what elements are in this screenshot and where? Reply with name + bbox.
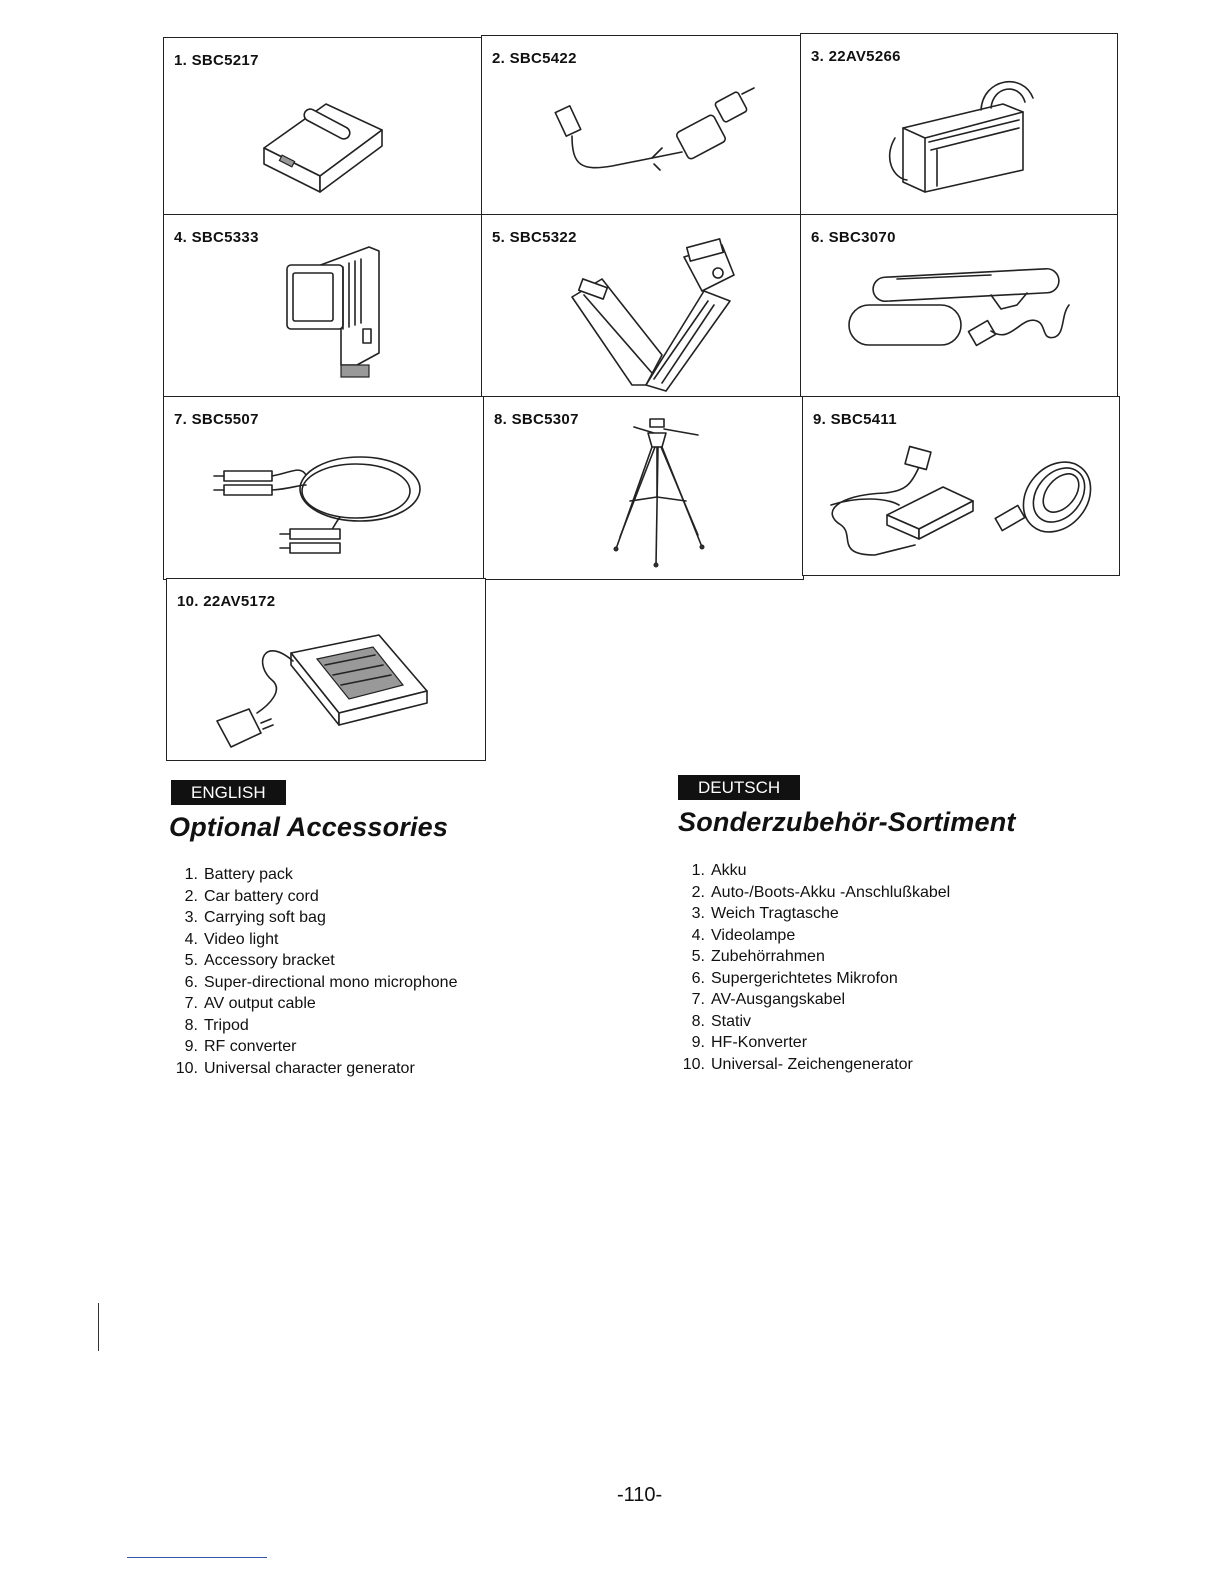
soft-bag-icon	[873, 68, 1053, 203]
list-item: 4. Video light	[184, 930, 279, 948]
language-tag-english: ENGLISH	[171, 780, 286, 805]
list-item: 10. Universal character generator	[175, 1059, 415, 1077]
accessory-label: 8. SBC5307	[494, 411, 579, 428]
accessory-list-deutsch	[675, 860, 950, 1075]
accessory-cell-8	[483, 396, 804, 580]
list-item: 3. Carrying soft bag	[184, 909, 326, 926]
list-item: 3. Weich Tragtasche	[691, 905, 839, 922]
accessory-label: 7. SBC5507	[174, 411, 259, 428]
battery-pack-icon	[254, 96, 414, 206]
accessory-label: 2. SBC5422	[492, 50, 577, 67]
list-item: 6. Supergerichtetes Mikrofon	[691, 969, 898, 987]
list-item: 6. Super-directional mono microphone	[184, 973, 458, 991]
margin-change-bar	[98, 1303, 99, 1351]
accessory-cell-3	[800, 33, 1118, 216]
list-item: 1. Akku	[691, 862, 747, 879]
accessory-cell-6	[800, 214, 1118, 400]
car-battery-cord-icon	[542, 86, 762, 196]
accessory-bracket-icon	[562, 235, 752, 395]
list-item: 2. Car battery cord	[184, 887, 319, 905]
list-item: 10. Universal- Zeichengenerator	[682, 1055, 913, 1073]
accessory-label: 6. SBC3070	[811, 229, 896, 246]
rf-converter-icon	[815, 435, 1105, 575]
page-number: -110-	[617, 1484, 663, 1506]
accessory-cell-1	[163, 37, 483, 216]
character-generator-icon	[203, 625, 443, 755]
list-item: 7. AV-Ausgangskabel	[691, 991, 846, 1008]
tripod-icon	[594, 415, 724, 575]
language-tag-deutsch: DEUTSCH	[678, 775, 800, 800]
accessory-label: 4. SBC5333	[174, 229, 259, 246]
accessory-cell-5	[481, 214, 802, 400]
list-item: 5. Accessory bracket	[184, 952, 335, 969]
accessory-cell-4	[163, 214, 483, 400]
list-item: 7. AV output cable	[184, 995, 316, 1012]
list-item: 2. Auto-/Boots-Akku -Anschlußkabel	[691, 883, 951, 901]
accessory-cell-2	[481, 35, 802, 216]
accessory-label: 5. SBC5322	[492, 229, 577, 246]
accessory-label: 9. SBC5411	[813, 411, 897, 428]
list-item: 9. HF-Konverter	[691, 1034, 808, 1051]
list-item: 8. Tripod	[184, 1016, 249, 1034]
section-title-english: Optional Accessories	[169, 812, 449, 842]
accessory-cell-7	[163, 396, 485, 580]
list-item: 4. Videolampe	[691, 926, 796, 944]
section-title-deutsch: Sonderzubehör-Sortiment	[678, 807, 1016, 837]
footer-rule	[127, 1557, 267, 1558]
accessory-label: 3. 22AV5266	[811, 48, 901, 65]
accessory-list-english	[168, 864, 457, 1079]
microphone-icon	[841, 265, 1081, 375]
accessory-label: 1. SBC5217	[174, 52, 259, 69]
list-item: 9. RF converter	[184, 1038, 297, 1055]
av-cable-icon	[210, 445, 430, 570]
accessory-label: 10. 22AV5172	[177, 593, 276, 610]
list-item: 8. Stativ	[691, 1012, 752, 1030]
video-light-icon	[279, 243, 399, 398]
accessory-cell-9	[802, 396, 1120, 576]
list-item: 1. Battery pack	[184, 866, 293, 883]
accessory-cell-10	[166, 578, 486, 761]
list-item: 5. Zubehörrahmen	[691, 948, 825, 965]
